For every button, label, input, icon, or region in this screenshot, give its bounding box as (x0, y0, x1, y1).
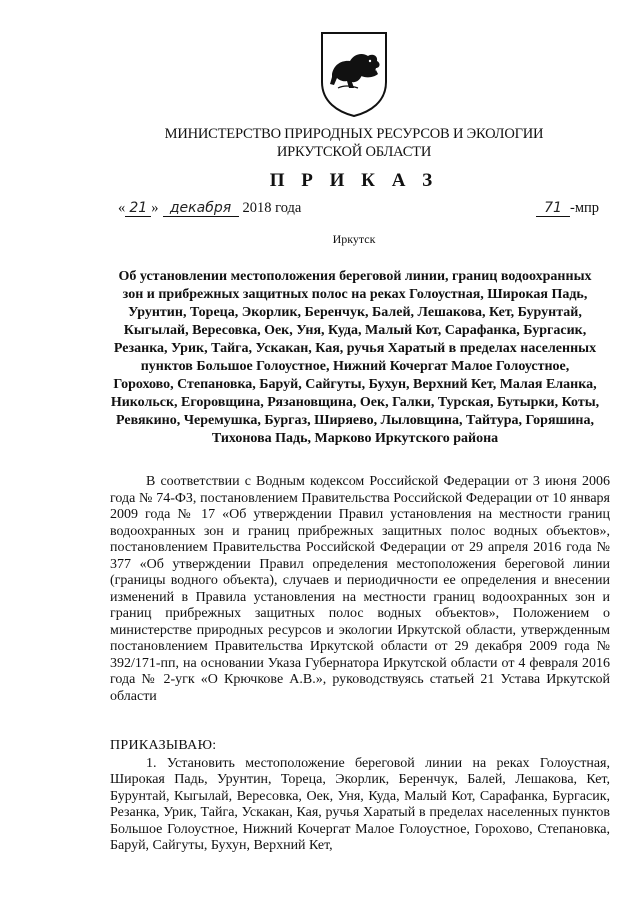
date-open-quote: « (118, 200, 126, 216)
issue-city: Иркутск (332, 232, 376, 246)
ministry-name-line2: ИРКУТСКОЙ ОБЛАСТИ (276, 144, 432, 160)
date-close-quote: » (151, 200, 159, 216)
ministry-name-line1: МИНИСТЕРСТВО ПРИРОДНЫХ РЕСУРСОВ И ЭКОЛОГИИ (164, 126, 544, 142)
document-title: Об установлении местоположения береговой линии, границ водоохранных зон и прибрежных защитных полос на реках Голоустная, Широкая Падь, Урунтин, Тореца, Экорлик, Беренчук, Балей, Лешакова, Кет, Бурунтай, Кыгылай, Вересовка, Оек, Уня, Куда, Малый Кот, Сарафанка, Бургасик, Резанка, Урик, Тайга, Ускакан, Кая, ручья Харатый в пределах населенных пунктов Большое Голоустное, Нижний Кочергат Малое Голоустное, Горохово, Степановка, Баруй, Сайгуты, Бухун, Верхний Кет, Малая Еланка, Никольск, Егоровщина, Рязановщина, Оек, Галки, Турская, Бутырки, Коты, Ревякино, Черемушка, Бургаз, Ширяево, Лыловщина, Тайтура, Горяшина, Тихонова Падь, Марково Иркутского района (110, 269, 600, 446)
date-day: 21 (125, 200, 151, 217)
date-year: 2018 года (242, 200, 302, 216)
document-number (536, 200, 599, 217)
date-month: декабря (163, 200, 239, 217)
document-type-heading: П Р И К А З (269, 170, 439, 191)
document-number-suffix: -мпр (570, 200, 600, 216)
coat-of-arms-emblem (318, 30, 390, 118)
document-date (118, 200, 301, 217)
clause-1-paragraph: 1. Установить местоположение береговой линии на реках Голоустная, Широкая Падь, Урунтин, Тореца, Экорлик, Беренчук, Балей, Лешакова, Кет, Бурунтай, Кыгылай, Вересовка, Оек, Уня, Куда, Малый Кот, Сарафанка, Бургасик, Резанка, Урик, Тайга, Ускакан, Кая, ручья Харатый в пределах населенных пунктов Большое Голоустное, Нижний Кочергат Малое Голоустное, Горохово, Степановка, Баруй, Сайгуты, Бухун, Верхний Кет, (110, 756, 610, 854)
preamble-paragraph: В соответствии с Водным кодексом Российской Федерации от 3 июня 2006 года № 74-ФЗ, постановлением Правительства Российской Федерации от 10 января 2009 года № 17 «Об утверждении Правил установления на местности границ водоохранных зон и границ прибрежных защитных полос водных объектов», постановлением Правительства Российской Федерации от 29 апреля 2016 года № 377 «Об утверждении Правил определения местоположения береговой линии (границы водного объекта), случаев и периодичности ее определения и внесении изменений в Правила установления на местности границ водоохранных зон и границ прибрежных защитных полос водных объектов», Положением о министерстве природных ресурсов и экологии Иркутской области, утвержденным постановлением Правительства Иркутской области от 29 декабря 2009 года № 392/171-пп, на основании Указа Губернатора Иркутской области от 4 февраля 2016 года № 2-угк «О Крючкове А.В.», руководствуясь статьей 21 Устава Иркутской области (110, 474, 610, 704)
document-number-value: 71 (536, 200, 570, 217)
order-keyword: ПРИКАЗЫВАЮ: (110, 738, 217, 753)
